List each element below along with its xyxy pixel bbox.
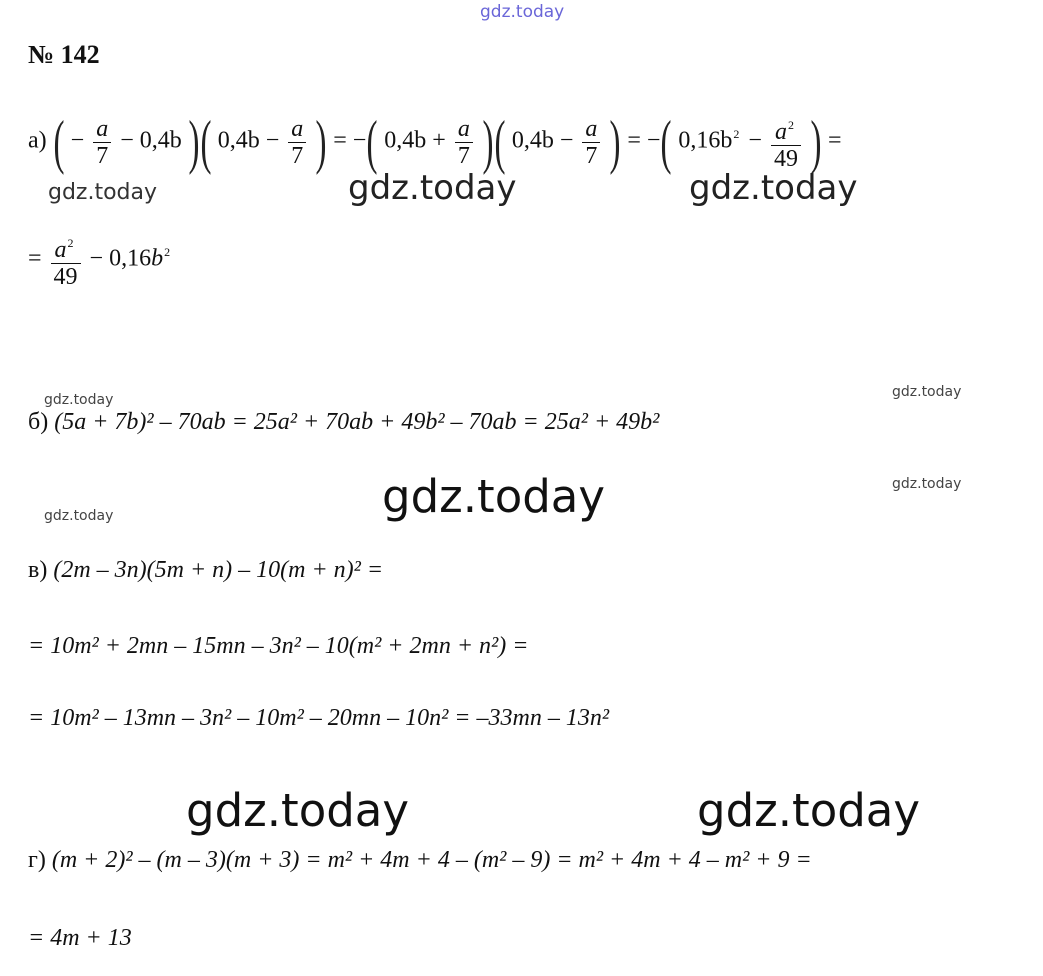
paren-open: ( bbox=[494, 109, 506, 175]
part-g-expression: (m + 2)² – (m – 3)(m + 3) = m² + 4m + 4 – (m² – 9) = m² + 4m + 4 – m² + 9 = bbox=[51, 847, 812, 873]
watermark: gdz.today bbox=[186, 784, 410, 837]
exponent: 2 bbox=[164, 244, 171, 259]
term: − 0,16 bbox=[89, 245, 152, 272]
part-v-line2: = 10m² + 2mn – 15mn – 3n² – 10(m² + 2mn + n²) = bbox=[28, 633, 529, 659]
var: a bbox=[774, 119, 787, 145]
equals-minus: = − bbox=[333, 127, 367, 154]
watermark: gdz.today bbox=[697, 784, 921, 837]
var: b bbox=[151, 245, 164, 272]
term: 0,16b bbox=[678, 127, 733, 154]
frac-den: 7 bbox=[585, 142, 598, 169]
frac-den: 7 bbox=[291, 142, 304, 169]
term: 0,4b bbox=[139, 127, 182, 154]
part-a-line2 bbox=[28, 230, 173, 290]
part-b bbox=[28, 408, 659, 436]
fraction-a-over-7 bbox=[455, 116, 473, 169]
frac-den: 49 bbox=[53, 264, 78, 290]
minus-sign: − bbox=[559, 127, 574, 154]
exponent: 2 bbox=[67, 236, 74, 250]
part-v-line1 bbox=[28, 556, 383, 584]
watermark: gdz.today bbox=[892, 384, 962, 400]
watermark: gdz.today bbox=[348, 168, 517, 208]
term: 0,4b bbox=[384, 127, 427, 154]
paren-open: ( bbox=[200, 109, 212, 175]
problem-title: № 142 bbox=[28, 40, 100, 69]
fraction-a-over-7 bbox=[93, 116, 111, 169]
minus-sign: − bbox=[120, 127, 134, 154]
part-b-label: б) bbox=[28, 409, 49, 435]
part-g-line1 bbox=[28, 846, 812, 874]
part-g-label: г) bbox=[28, 847, 46, 873]
watermark: gdz.today bbox=[382, 470, 606, 523]
frac-den: 7 bbox=[96, 142, 109, 169]
var: a bbox=[54, 237, 67, 263]
paren-open: ( bbox=[366, 109, 378, 175]
fraction-a2-over-49 bbox=[771, 112, 801, 172]
part-v-label: в) bbox=[28, 557, 48, 583]
frac-num: a bbox=[288, 116, 306, 143]
term: 0,4b bbox=[511, 127, 554, 154]
paren-close: ) bbox=[810, 109, 822, 175]
frac-den: 7 bbox=[457, 142, 470, 169]
equals-minus: = − bbox=[627, 127, 661, 154]
minus-sign: − bbox=[265, 127, 280, 154]
watermark: gdz.today bbox=[892, 476, 962, 492]
frac-num: a bbox=[455, 116, 473, 143]
exponent: 2 bbox=[733, 126, 740, 141]
exponent: 2 bbox=[787, 118, 794, 132]
paren-close: ) bbox=[609, 109, 621, 175]
part-v-line3: = 10m² – 13mn – 3n² – 10m² – 20mn – 10n² = –33mn – 13n² bbox=[28, 705, 610, 731]
paren-open: ( bbox=[53, 109, 65, 175]
frac-num: a bbox=[582, 116, 600, 143]
part-a-label: а) bbox=[28, 127, 47, 154]
fraction-a2-over-49 bbox=[51, 230, 81, 290]
watermark-top: gdz.today bbox=[480, 2, 565, 22]
part-g-line2: = 4m + 13 bbox=[28, 925, 132, 951]
fraction-a-over-7 bbox=[288, 116, 306, 169]
watermark: gdz.today bbox=[689, 168, 858, 208]
equals-sign: = bbox=[827, 127, 842, 154]
frac-den: 49 bbox=[773, 146, 798, 172]
equals-sign: = bbox=[28, 245, 42, 272]
fraction-a-over-7 bbox=[582, 116, 600, 169]
plus-sign: + bbox=[432, 127, 446, 154]
paren-close: ) bbox=[315, 109, 327, 175]
paren-close: ) bbox=[188, 109, 200, 175]
watermark: gdz.today bbox=[44, 508, 114, 524]
term: 0,4b bbox=[217, 127, 260, 154]
frac-num: a bbox=[93, 116, 111, 143]
watermark: gdz.today bbox=[48, 180, 158, 205]
part-b-expression: (5a + 7b)² – 70ab = 25a² + 70ab + 49b² – 70ab = 25a² + 49b² bbox=[54, 409, 660, 435]
part-a-line1 bbox=[28, 109, 842, 175]
frac-num bbox=[51, 230, 81, 264]
watermark: gdz.today bbox=[44, 392, 114, 408]
paren-close: ) bbox=[482, 109, 494, 175]
frac-num bbox=[771, 112, 801, 146]
minus-sign: − bbox=[748, 127, 762, 154]
paren-open: ( bbox=[660, 109, 672, 175]
minus-sign: − bbox=[70, 127, 85, 154]
part-v-expression: (2m – 3n)(5m + n) – 10(m + n)² = bbox=[53, 557, 384, 583]
